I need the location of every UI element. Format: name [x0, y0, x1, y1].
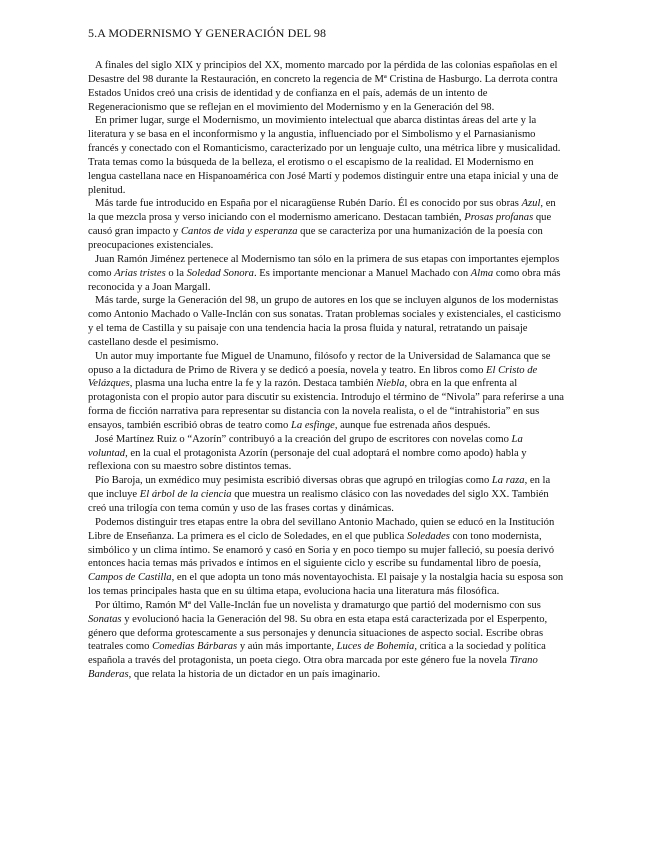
text-run: , plasma una lucha entre la fe y la razón. Destaca también	[129, 378, 377, 390]
document-body	[88, 59, 564, 682]
paragraph	[88, 59, 564, 114]
text-run: y evolucionó hacia la Generación del 98. Su obra en esta etapa está caracterizada por el Esperpento, género que deforma grotescamente a sus personajes y denuncia situaciones de aspecto social. Escribe obras teatrales como	[88, 613, 548, 653]
text-run: , aunque fue estrenada años después.	[334, 419, 491, 431]
text-run: y aún más importante,	[237, 641, 337, 653]
text-run: , crítica a la sociedad y política española a través del protagonista, un poeta ciego. Otra obra marcada por este género fue la novela	[88, 641, 546, 667]
text-run: Pío Baroja, un exmédico muy pesimista escribió diversas obras que agrupó en trilogías como	[95, 475, 492, 487]
text-run: , en la que incluye	[88, 475, 551, 501]
text-run: , en la que mezcla prosa y verso iniciando con el modernismo americano. Destacan también,	[88, 198, 556, 224]
text-run: Por último, Ramón Mª del Valle-Inclán fue un novelista y dramaturgo que partió del modernismo con sus	[95, 599, 541, 611]
text-run: que se caracteriza por una humanización de la poesía con preocupaciones existenciales.	[88, 226, 543, 251]
paragraph	[88, 599, 564, 682]
text-run: , en la cual el protagonista Azorín (personaje del cual adoptará el nombre como apodo) habla y reflexiona con su maestro sobre distintos temas.	[88, 447, 527, 473]
paragraph	[88, 350, 564, 433]
text-run: con tono modernista, simbólico y un clima íntimo. Se enamoró y casó en Soria y en poco tiempo su mujer falleció, su poesía derivó entonces hacia temas más privados e íntimos en el siguiente ciclo y escribe su fundamental libro de poesía,	[88, 530, 555, 570]
text-run: Más tarde fue introducido en España por el nicaragüense Rubén Darío. Él es conocido por sus obras	[95, 198, 522, 210]
work-title: Alma	[470, 267, 494, 279]
text-run: . Es importante mencionar a Manuel Machado con	[253, 267, 471, 279]
work-title: Soledades	[406, 530, 450, 542]
work-title: La raza	[491, 475, 525, 487]
work-title: Prosas profanas	[464, 212, 534, 224]
text-run: que causó gran impacto y	[88, 212, 552, 238]
work-title: El árbol de la ciencia	[139, 489, 232, 501]
text-run: Más tarde, surge la Generación del 98, un grupo de autores en los que se incluyen algunos de los modernistas como Antonio Machado o Valle-Inclán con sus sonatas. Tratan problemas sociales y existenciales, el casticismo y el tema de Castilla y su paisaje con una tendencia hacia la prosa fluida y natural, retratando un paisaje castellano desde el pesimismo.	[88, 295, 561, 348]
work-title: Sonatas	[88, 613, 122, 625]
paragraph	[88, 474, 564, 516]
work-title: El Cristo de Velázques	[88, 364, 538, 390]
work-title: Comedias Bárbaras	[152, 641, 238, 653]
document-title: 5.A MODERNISMO Y GENERACIÓN DEL 98	[88, 26, 327, 40]
text-run: Podemos distinguir tres etapas entre la obra del sevillano Antonio Machado, quien se educó en la Institución Libre de Enseñanza. La primera es el ciclo de Soledades, en el que publica	[88, 516, 555, 542]
work-title: Niebla	[376, 378, 405, 390]
paragraph	[88, 253, 564, 295]
text-run: , obra en la que enfrenta al protagonista con el propio autor para discutir su existencia. Introdujo el término de “Nivola” para referirse a una forma de ficción narrativa para representar su distancia con la novela realista, o el de “intrahistoria” en sus ensayos, también escribió obras de teatro como	[88, 378, 564, 431]
work-title: Arias tristes	[114, 267, 166, 279]
paragraph	[88, 516, 564, 599]
paragraph	[88, 114, 564, 197]
work-title: Tirano Banderas	[88, 655, 538, 681]
document-page	[88, 26, 564, 682]
work-title: Soledad Sonora	[186, 267, 254, 279]
paragraph	[88, 294, 564, 349]
text-run: A finales del siglo XIX y principios del XX, momento marcado por la pérdida de las colonias españolas en el Desastre del 98 durante la Restauración, en concreto la regencia de Mª Cristina de Hasburgo. La derrota contra Estados Unidos creó una crisis de identidad y de confianza en el país, además de un intento de Regeneracionismo que se reflejan en el movimiento del Modernismo y en la Generación del 98.	[88, 60, 558, 113]
work-title: Luces de Bohemia	[336, 641, 415, 653]
text-run: como obra más reconocida y a Joan Margall.	[88, 267, 561, 293]
text-run: Un autor muy importante fue Miguel de Unamuno, filósofo y rector de la Universidad de Salamanca que se opuso a la dictadura de Primo de Rivera y se dedicó a poesía, novela y teatro. En libros como	[88, 350, 551, 376]
text-run: Juan Ramón Jiménez pertenece al Modernismo tan sólo en la primera de sus etapas con importantes ejemplos como	[88, 253, 560, 279]
text-run: que muestra un realismo clásico con las novedades del siglo XX. También creó una trilogía con tema común y uso de las frases cortas y dinámicas.	[88, 489, 549, 514]
work-title: La voluntad	[88, 433, 523, 459]
text-run: En primer lugar, surge el Modernismo, un movimiento intelectual que abarca distintas áreas del arte y la literatura y se basa en el inconformismo y la angustia, influenciado por el Simbolismo y el Parnasianismo francés y conectado con el Romanticismo, caracterizado por un lenguaje culto, una métrica libre y musicalidad. Trata temas como la búsqueda de la belleza, el erotismo o el escapismo de la realidad. El Modernismo en lengua castellana nace en Hispanoamérica con José Martí y podemos distinguir entre una etapa inicial y una de plenitud.	[88, 115, 561, 196]
work-title: Campos de Castilla	[88, 572, 172, 584]
text-run: , en el que adopta un tono más noventayochista. El paisaje y la nostalgia hacia su esposa son los temas principales hasta que en su última etapa, evoluciona hacia una literatura más filosófica.	[88, 572, 564, 598]
work-title: Azul	[521, 198, 541, 210]
paragraph	[88, 197, 564, 252]
text-run: o la	[165, 267, 187, 279]
paragraph	[88, 433, 564, 475]
work-title: La esfinge	[290, 419, 335, 431]
work-title: Cantos de vida y esperanza	[180, 226, 298, 238]
text-run: José Martínez Ruiz o “Azorín” contribuyó a la creación del grupo de escritores con novelas como	[95, 433, 512, 445]
text-run: , que relata la historia de un dictador en un país imaginario.	[128, 669, 381, 681]
